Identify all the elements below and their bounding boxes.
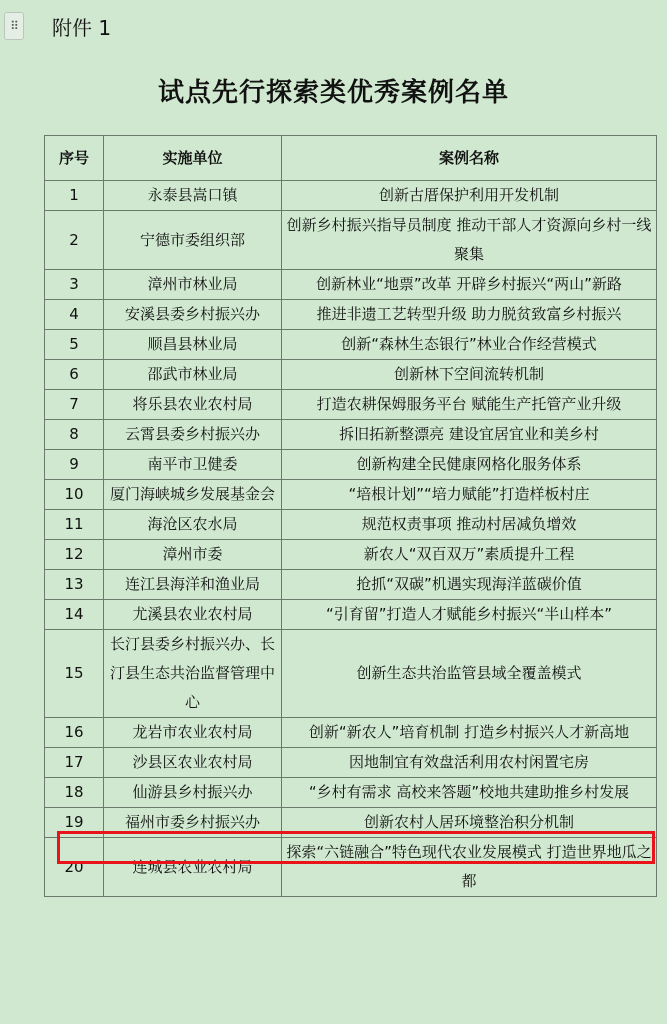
table-row (45, 330, 657, 360)
cell-unit: 云霄县委乡村振兴办 (104, 420, 282, 450)
table-row (45, 718, 657, 748)
cell-unit: 漳州市林业局 (104, 270, 282, 300)
cell-unit: 南平市卫健委 (104, 450, 282, 480)
cell-no: 3 (45, 270, 104, 300)
table-row (45, 390, 657, 420)
cell-case: 创新“新农人”培育机制 打造乡村振兴人才新高地 (282, 718, 657, 748)
table-row (45, 600, 657, 630)
cell-case: 拆旧拓新整漂亮 建设宜居宜业和美乡村 (282, 420, 657, 450)
column-header-no: 序号 (45, 136, 104, 181)
table-row (45, 360, 657, 390)
cell-no: 11 (45, 510, 104, 540)
cell-case: 探索“六链融合”特色现代农业发展模式 打造世界地瓜之都 (282, 838, 657, 897)
table-row (45, 270, 657, 300)
cell-unit: 长汀县委乡村振兴办、长汀县生态共治监督管理中心 (104, 630, 282, 718)
table-body (45, 181, 657, 897)
table-row (45, 540, 657, 570)
table-row (45, 211, 657, 270)
table-row (45, 838, 657, 897)
table-row (45, 748, 657, 778)
cell-unit: 顺昌县林业局 (104, 330, 282, 360)
cell-case: 创新乡村振兴指导员制度 推动干部人才资源向乡村一线聚集 (282, 211, 657, 270)
table-row (45, 181, 657, 211)
cell-no: 10 (45, 480, 104, 510)
cell-unit: 龙岩市农业农村局 (104, 718, 282, 748)
table-header-row (45, 136, 657, 181)
table-row (45, 420, 657, 450)
case-table-wrapper (44, 135, 657, 897)
cell-case: 创新农村人居环境整治积分机制 (282, 808, 657, 838)
cell-no: 9 (45, 450, 104, 480)
cell-unit: 安溪县委乡村振兴办 (104, 300, 282, 330)
cell-no: 8 (45, 420, 104, 450)
drag-handle-icon[interactable]: ⠿ (4, 12, 24, 40)
cell-unit: 连城县农业农村局 (104, 838, 282, 897)
cell-case: 创新构建全民健康网格化服务体系 (282, 450, 657, 480)
cell-no: 18 (45, 778, 104, 808)
cell-unit: 连江县海洋和渔业局 (104, 570, 282, 600)
table-row (45, 630, 657, 718)
cell-no: 17 (45, 748, 104, 778)
cell-case: 创新“森林生态银行”林业合作经营模式 (282, 330, 657, 360)
cell-unit: 福州市委乡村振兴办 (104, 808, 282, 838)
cell-unit: 沙县区农业农村局 (104, 748, 282, 778)
cell-no: 15 (45, 630, 104, 718)
cell-no: 7 (45, 390, 104, 420)
cell-unit: 邵武市林业局 (104, 360, 282, 390)
cell-case: 打造农耕保姆服务平台 赋能生产托管产业升级 (282, 390, 657, 420)
cell-unit: 将乐县农业农村局 (104, 390, 282, 420)
table-row (45, 450, 657, 480)
cell-case: 创新林下空间流转机制 (282, 360, 657, 390)
cell-case: 新农人“双百双万”素质提升工程 (282, 540, 657, 570)
column-header-case: 案例名称 (282, 136, 657, 181)
cell-no: 14 (45, 600, 104, 630)
cell-no: 12 (45, 540, 104, 570)
cell-case: “培根计划”“培力赋能”打造样板村庄 (282, 480, 657, 510)
table-row (45, 778, 657, 808)
column-header-unit: 实施单位 (104, 136, 282, 181)
page-title: 试点先行探索类优秀案例名单 (157, 78, 509, 108)
cell-case: 规范权责事项 推动村居减负增效 (282, 510, 657, 540)
cell-unit: 海沧区农水局 (104, 510, 282, 540)
attachment-label: 附件 1 (52, 16, 112, 40)
cell-case: 推进非遗工艺转型升级 助力脱贫致富乡村振兴 (282, 300, 657, 330)
cell-case: “引育留”打造人才赋能乡村振兴“半山样本” (282, 600, 657, 630)
cell-case: “乡村有需求 高校来答题”校地共建助推乡村发展 (282, 778, 657, 808)
cell-no: 4 (45, 300, 104, 330)
cell-unit: 永泰县嵩口镇 (104, 181, 282, 211)
cell-no: 5 (45, 330, 104, 360)
cell-case: 抢抓“双碳”机遇实现海洋蓝碳价值 (282, 570, 657, 600)
cell-no: 16 (45, 718, 104, 748)
cell-unit: 宁德市委组织部 (104, 211, 282, 270)
table-row (45, 300, 657, 330)
cell-no: 2 (45, 211, 104, 270)
cell-no: 13 (45, 570, 104, 600)
case-table (44, 135, 657, 897)
table-row (45, 808, 657, 838)
cell-unit: 漳州市委 (104, 540, 282, 570)
table-row (45, 480, 657, 510)
cell-case: 因地制宜有效盘活利用农村闲置宅房 (282, 748, 657, 778)
cell-no: 20 (45, 838, 104, 897)
cell-case: 创新林业“地票”改革 开辟乡村振兴“两山”新路 (282, 270, 657, 300)
cell-unit: 厦门海峡城乡发展基金会 (104, 480, 282, 510)
cell-case: 创新生态共治监管县域全覆盖模式 (282, 630, 657, 718)
table-row (45, 510, 657, 540)
cell-unit: 仙游县乡村振兴办 (104, 778, 282, 808)
cell-no: 6 (45, 360, 104, 390)
cell-no: 1 (45, 181, 104, 211)
table-row (45, 570, 657, 600)
cell-case: 创新古厝保护利用开发机制 (282, 181, 657, 211)
cell-unit: 尤溪县农业农村局 (104, 600, 282, 630)
cell-no: 19 (45, 808, 104, 838)
